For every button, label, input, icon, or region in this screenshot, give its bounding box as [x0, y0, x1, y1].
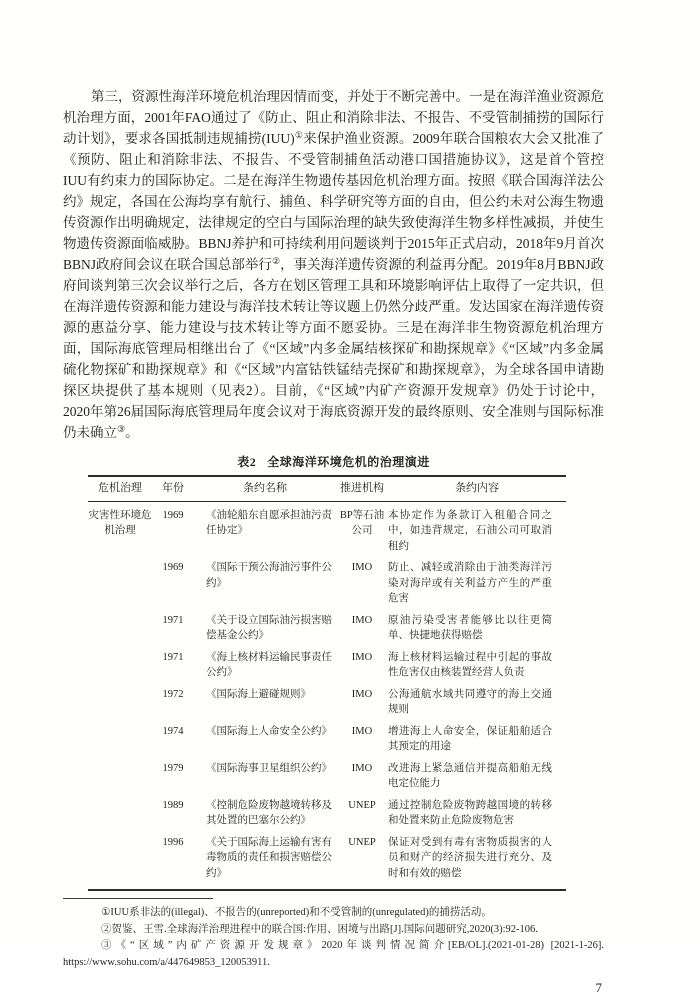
cell-content: 增进海上人命安全，保证船舶适合其预定的用途: [388, 725, 552, 752]
cell-crisis: [88, 792, 152, 829]
cell-agency: UNEP: [348, 836, 376, 848]
cell-agency: UNEP: [348, 799, 376, 811]
cell-content: 防止、减轻或消除由于油类海洋污染对海岸或有关利益方产生的严重危害: [388, 562, 552, 604]
cell-treaty: 《关于国际海上运输有害有毒物质的责任和损害赔偿公约》: [206, 836, 332, 879]
column-header-treaty: 条约名称: [194, 477, 336, 502]
cell-treaty: 《国际干预公海油污事件公约》: [206, 562, 332, 589]
page-number: 7: [595, 980, 602, 995]
cell-content: 本协定作为条款订入租船合同之中，如违背规定，石油公司可取消租约: [388, 509, 552, 552]
footnote-3: ③《“区域”内矿产资源开发规章》2020年谈判情况简介[EB/OL].(2021-01-28) [2021-1-26]. https://www.sohu.com/a/447649853_120053911.: [63, 940, 604, 968]
cell-agency: IMO: [351, 762, 373, 774]
footnote-marker-2: ②: [271, 256, 281, 266]
cell-treaty: 《控制危险废物越境转移及其处置的巴塞尔公约》: [206, 799, 332, 826]
cell-treaty: 《国际海上人命安全公约》: [206, 725, 332, 737]
body-paragraph: [63, 86, 604, 443]
cell-year: 1972: [162, 688, 184, 700]
cell-content: 改进海上紧急通信并提高船舶无线电定位能力: [388, 762, 552, 789]
governance-table: [88, 475, 566, 891]
cell-agency: IMO: [351, 562, 373, 573]
cell-crisis: [88, 755, 152, 792]
footnote-1: ①IUU系非法的(illegal)、不报告的(unreported)和不受管制的(unregulated)的捕捞活动。: [101, 907, 492, 918]
table-caption: [63, 453, 604, 470]
cell-content: 公海通航水域共同遵守的海上交通规则: [388, 688, 552, 715]
paragraph-text-b: 来保护渔业资源。2009年联合国粮农大会又批准了《预防、阻止和消除非法、不报告、不受管制捕鱼活动港口国措施协议》，这是首个管控IUU有约束力的国际协定。二是在海洋生物遗传基因危机治理方面。按照《联合国海洋法公约》规定，各国在公海均享有航行、捕鱼、科学研究等方面的自由，但公约未对公海生物遗传资源作出明确规定，法律规定的空白与国际治理的缺失致使海洋生物多样性减损，并使生物遗传资源面临威胁。BBNJ养护和可持续利用问题谈判于2015年正式启动，2018年9月首次BBNJ政府间会议在联合国总部举行: [63, 131, 605, 272]
footnote-2: ②贺鉴、王雪.全球海洋治理进程中的联合国:作用、困境与出路[J].国际问题研究,2020(3):92-106.: [101, 923, 538, 935]
cell-content: 海上核材料运输过程中引起的事故性危害仅由核装置经营人负责: [388, 651, 552, 678]
cell-year: 1989: [162, 799, 184, 811]
cell-year: 1974: [162, 725, 184, 737]
cell-crisis: [88, 554, 152, 607]
cell-year: 1979: [162, 762, 184, 774]
cell-year: 1969: [162, 509, 184, 521]
cell-agency: IMO: [351, 688, 373, 700]
cell-crisis: [88, 718, 152, 755]
table-caption-title: 全球海洋环境危机的治理演进: [267, 455, 430, 469]
cell-agency: IMO: [351, 614, 373, 626]
footnote-marker-1: ①: [294, 130, 304, 140]
cell-agency: IMO: [351, 725, 373, 737]
column-header-agency: 推进机构: [336, 477, 388, 502]
footnote-marker-3: ③: [117, 424, 126, 434]
column-header-crisis: 危机治理: [88, 477, 152, 502]
cell-treaty: 《国际海事卫星组织公约》: [206, 762, 332, 774]
paragraph-text-d: 。: [125, 425, 139, 440]
cell-crisis: 灾害性环境危机治理: [88, 509, 152, 536]
column-header-year: 年份: [152, 477, 194, 502]
footnote-separator: [63, 898, 213, 899]
cell-agency: BP等石油公司: [339, 509, 385, 536]
column-header-content: 条约内容: [388, 477, 566, 502]
cell-treaty: 《油轮船东自愿承担油污责任协定》: [206, 509, 332, 536]
cell-agency: IMO: [351, 651, 373, 663]
page-content: [63, 86, 604, 996]
paragraph-text-a: 第三，资源性海洋环境危机治理因情而变，并处于不断完善中。一是在海洋渔业资源危机治理方面，2001年FAO通过了《防止、阻止和消除非法、不报告、不受管制捕捞的国际行动计划》，要求各国抵制违规捕捞(IUU): [63, 89, 604, 146]
table-caption-label: 表2: [237, 455, 257, 469]
cell-year: 1969: [162, 562, 184, 573]
cell-treaty: 《海上核材料运输民事责任公约》: [206, 651, 332, 678]
cell-crisis: [88, 681, 152, 718]
cell-treaty: 《关于设立国际油污损害赔偿基金公约》: [206, 614, 332, 641]
cell-crisis: [88, 607, 152, 644]
cell-crisis: [88, 644, 152, 681]
cell-content: 原油污染受害者能够比以往更简单、快捷地获得赔偿: [388, 614, 552, 641]
paragraph-text-c: ，事关海洋遗传资源的利益再分配。2019年8月BBNJ政府间谈判第三次会议举行之后，各方在划区管理工具和环境影响评估上取得了一定共识，但在海洋遗传资源和能力建设与海洋技术转让等议题上仍然分歧严重。发达国家在海洋遗传资源的惠益分享、能力建设与技术转让等方面不愿妥协。三是在海洋非生物资源危机治理方面，国际海底管理局相继出台了《“区域”内多金属结核探矿和勘探规章》《“区域”内多金属硫化物探矿和勘探规章》和《“区域”内富钴铁锰结壳探矿和勘探规章》，为全球各国申请勘探区块提供了基本规则（见表2）。目前，《“区域”内矿产资源开发规章》仍处于讨论中，2020年第26届国际海底管理局年度会议对于海底资源开发的最终原则、安全准则与国际标准仍未确立: [63, 257, 605, 440]
footnotes: [63, 905, 604, 971]
cell-treaty: 《国际海上避碰规则》: [206, 688, 311, 700]
cell-content: 通过控制危险废物跨越国境的转移和处置来防止危险废物危害: [388, 799, 552, 826]
cell-crisis: [88, 829, 152, 890]
cell-year: 1971: [162, 651, 184, 663]
cell-year: 1971: [162, 614, 184, 626]
cell-year: 1996: [162, 836, 184, 848]
cell-content: 保证对受到有毒有害物质损害的人员和财产的经济损失进行充分、及时和有效的赔偿: [388, 836, 552, 879]
